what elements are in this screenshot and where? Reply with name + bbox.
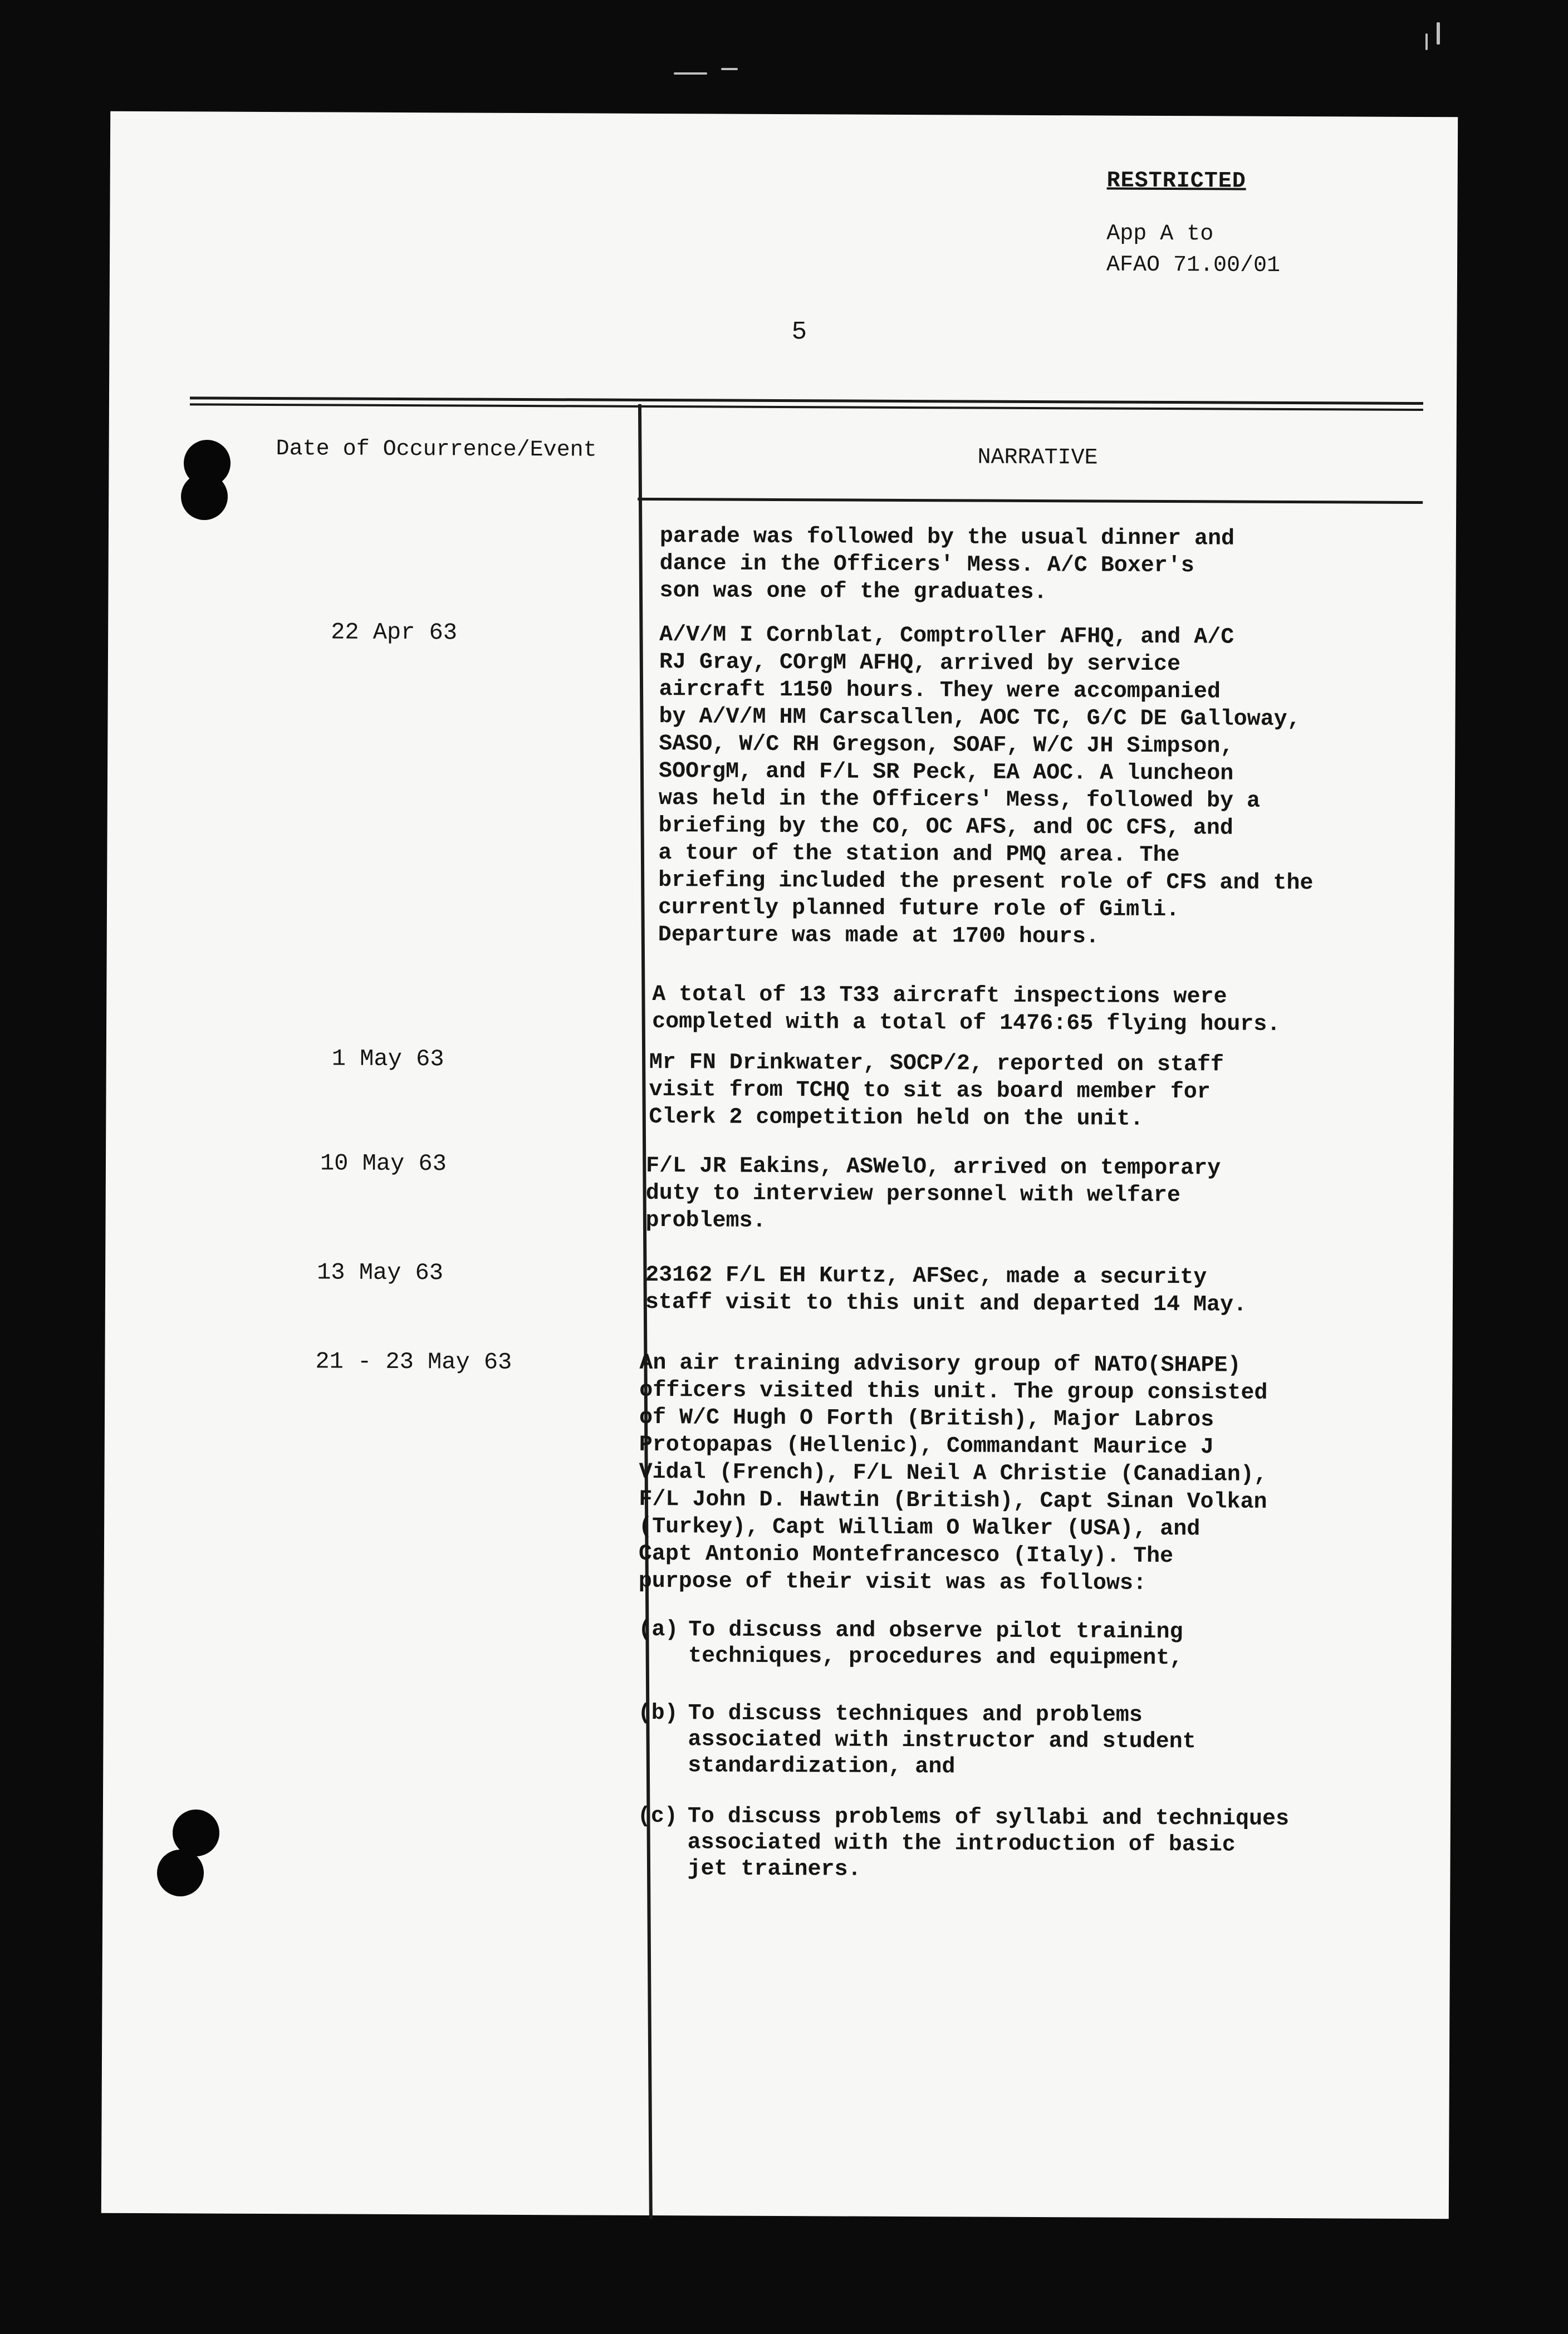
purpose-item-a-text: To discuss and observe pilot training techniques, procedures and equipment, — [688, 1617, 1183, 1671]
purpose-item-b-text: To discuss techniques and problems associated with instructor and student standardization, and — [688, 1701, 1196, 1780]
narrative-aircraft-inspections: A total of 13 T33 aircraft inspections were completed with a total of 1476:65 flying hours. — [652, 982, 1281, 1037]
table-top-rule-2 — [190, 403, 1423, 411]
purpose-item-b — [638, 1700, 1429, 1780]
appendix-line-2: AFAO 71.00/01 — [1106, 252, 1281, 278]
narrative-13-may: 23162 F/L EH Kurtz, AFSec, made a security staff visit to this unit and departed 14 May. — [645, 1262, 1247, 1318]
entry-date-22-apr: 22 Apr 63 — [331, 619, 458, 646]
page-number: 5 — [791, 317, 807, 347]
classification-marking: RESTRICTED — [1106, 168, 1246, 194]
purpose-item-a — [638, 1617, 1429, 1671]
narrative-21-23-may: An air training advisory group of NATO(SHAPE) officers visited this unit. The group consisted of W/C Hugh O Forth (British), Major Labros Protopapas (Hellenic), Commandant Maurice J Vidal (French), F/L Neil A Christie (Canadian), F/L John D. Hawtin (British), Capt Sinan Volkan (Turkey), Capt William O Walker (USA), and Capt Antonio Montefrancesco (Italy). The purpose of their visit was as follows: — [638, 1350, 1268, 1596]
appendix-reference — [1106, 219, 1281, 282]
date-column-header: Date of Occurrence/Event — [276, 437, 597, 463]
purpose-item-c — [637, 1803, 1428, 1882]
punch-hole-4 — [157, 1850, 204, 1896]
entry-date-1-may: 1 May 63 — [331, 1045, 444, 1073]
entry-date-10-may: 10 May 63 — [320, 1150, 447, 1178]
punch-hole-2 — [181, 473, 228, 520]
narrative-1-may: Mr FN Drinkwater, SOCP/2, reported on staff visit from TCHQ to sit as board member for Clerk 2 competition held on the unit. — [649, 1050, 1224, 1132]
entry-date-13-may: 13 May 63 — [317, 1259, 444, 1287]
narrative-10-may: F/L JR Eakins, ASWelO, arrived on temporary duty to interview personnel with welfare problems. — [645, 1153, 1221, 1234]
narrative-continuation: parade was followed by the usual dinner and dance in the Officers' Mess. A/C Boxer's son was one of the graduates. — [659, 524, 1235, 606]
purpose-item-a-label: (a) — [638, 1617, 679, 1643]
narrative-22-apr: A/V/M I Cornblat, Comptroller AFHQ, and A/C RJ Gray, COrgM AFHQ, arrived by service aircraft 1150 hours. They were accompanied by A/V/M HM Carscallen, AOC TC, G/C DE Galloway, SASO, W/C RH Gregson, SOAF, W/C JH Simpson, SOOrgM, and F/L SR Peck, EA AOC. A luncheon was held in the Officers' Mess, followed by a briefing by the CO, OC AFS, and OC CFS, and a tour of the station and PMQ area. The briefing included the present role of CFS and the currently planned future role of Gimli. Departure was made at 1700 hours. — [658, 622, 1314, 950]
film-speck — [1425, 33, 1428, 50]
header-bottom-rule — [638, 498, 1423, 504]
purpose-item-c-label: (c) — [637, 1803, 678, 1830]
film-speck — [674, 72, 707, 75]
purpose-item-c-text: To discuss problems of syllabi and techniques associated with the introduction of basic jet trainers. — [687, 1804, 1290, 1882]
entry-date-21-23-may: 21 - 23 May 63 — [315, 1348, 512, 1376]
appendix-line-1: App A to — [1106, 221, 1214, 247]
document-page — [101, 111, 1458, 2219]
film-speck — [721, 68, 738, 70]
film-speck — [1437, 22, 1440, 45]
narrative-column-header: NARRATIVE — [977, 445, 1098, 471]
purpose-item-b-label: (b) — [638, 1700, 678, 1727]
